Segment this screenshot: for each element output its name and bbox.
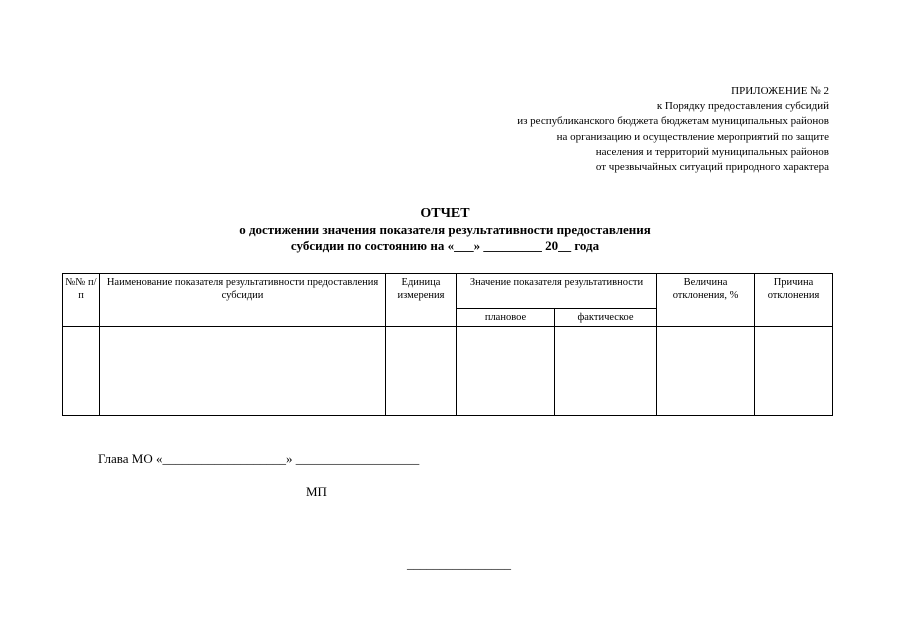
table-row — [63, 327, 833, 416]
report-subtitle-line-2: субсидии по состоянию на «___» _________ 20__ года — [290, 238, 600, 253]
appendix-line-1: ПРИЛОЖЕНИЕ № 2 — [731, 85, 829, 97]
signature-line: Глава МО «___________________» ___________________ — [98, 451, 420, 466]
header-num: №№ п/п — [63, 274, 100, 327]
cell-num — [63, 327, 100, 416]
header-planned: плановое — [457, 309, 555, 327]
header-row — [63, 274, 833, 309]
header-unit: Единица измерения — [386, 274, 457, 327]
appendix-line-2: к Порядку предоставления субсидий — [656, 100, 829, 113]
cell-actual — [555, 327, 657, 416]
cell-deviation — [657, 327, 755, 416]
header-name: Наименование показателя результативности предоставления субсидии — [100, 274, 386, 327]
cell-name — [100, 327, 386, 416]
cell-reason — [755, 327, 833, 416]
header-actual: фактическое — [555, 309, 657, 327]
report-title-block — [0, 206, 890, 254]
footer-line: ________________ — [407, 556, 511, 571]
appendix-line-3: из республиканского бюджета бюджетам муниципальных районов — [517, 115, 829, 128]
cell-unit — [386, 327, 457, 416]
header-deviation: Величина отклонения, % — [657, 274, 755, 327]
appendix-line-5: населения и территорий муниципальных районов — [595, 145, 829, 158]
stamp-label: МП — [306, 484, 327, 499]
header-value: Значение показателя результативности — [457, 274, 657, 309]
appendix-line-4: на организацию и осуществление мероприятий по защите — [556, 130, 829, 143]
report-table — [62, 273, 833, 416]
cell-planned — [457, 327, 555, 416]
header-reason: Причина отклонения — [755, 274, 833, 327]
appendix-line-6: от чрезвычайных ситуаций природного характера — [595, 161, 829, 174]
report-subtitle-line-1: о достижении значения показателя результативности предоставления — [239, 222, 651, 237]
appendix-block — [517, 84, 829, 175]
report-title: ОТЧЕТ — [420, 206, 470, 221]
